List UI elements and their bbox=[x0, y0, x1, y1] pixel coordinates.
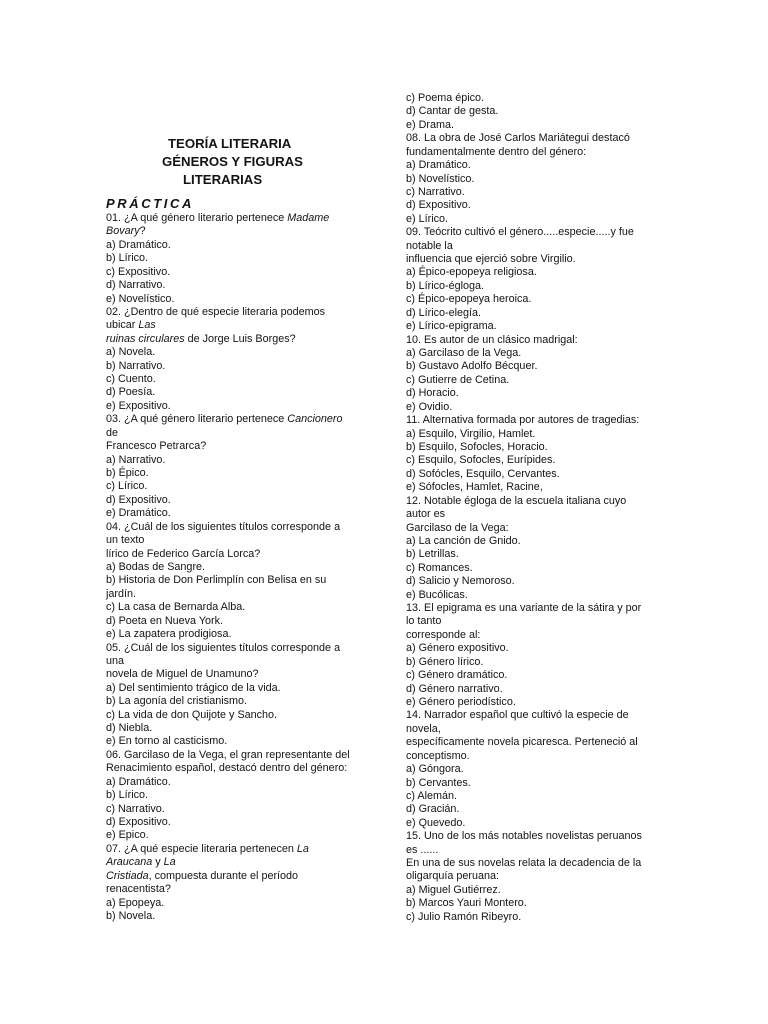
line-text: a) Miguel Gutiérrez. bbox=[406, 883, 501, 896]
document-title bbox=[106, 135, 336, 189]
text-line bbox=[106, 803, 371, 816]
line-text: b) La agonía del cristianismo. bbox=[106, 695, 248, 708]
line-text: e) En torno al casticismo. bbox=[106, 735, 228, 748]
line-text: b) Género lírico. bbox=[406, 655, 484, 668]
italic-title-text: Araucana bbox=[106, 856, 153, 869]
line-text: 02. ¿Dentro de qué especie literaria podemos bbox=[106, 305, 326, 318]
line-text: a) Góngora. bbox=[406, 763, 464, 776]
line-text: a) Novela. bbox=[106, 346, 156, 359]
line-text: 07. ¿A qué especie literaria pertenecen bbox=[106, 842, 297, 855]
line-text: c) Gutierre de Cetina. bbox=[406, 373, 510, 386]
text-line bbox=[406, 441, 660, 454]
text-line bbox=[106, 789, 371, 802]
line-text: 08. La obra de José Carlos Mariátegui destacó bbox=[406, 132, 630, 145]
line-text: e) Quevedo. bbox=[406, 816, 466, 829]
title-line-3: LITERARIAS bbox=[183, 172, 263, 187]
text-line bbox=[406, 280, 660, 293]
line-text: oligarquía peruana: bbox=[406, 870, 500, 883]
line-text: d) Género narrativo. bbox=[406, 682, 503, 695]
text-line bbox=[106, 454, 371, 467]
text-line bbox=[406, 454, 660, 467]
text-line bbox=[106, 212, 371, 225]
text-line bbox=[106, 561, 371, 574]
line-text: b) Épico. bbox=[106, 467, 149, 480]
line-text: c) Narrativo. bbox=[406, 185, 465, 198]
line-text: d) Narrativo. bbox=[106, 279, 166, 292]
text-line bbox=[106, 548, 371, 561]
line-text: 11. Alternativa formada por autores de tragedias: bbox=[406, 414, 640, 427]
text-line bbox=[406, 615, 660, 628]
text-line bbox=[406, 857, 660, 870]
text-line bbox=[406, 777, 660, 790]
text-line bbox=[106, 762, 371, 775]
text-line bbox=[106, 266, 371, 279]
line-text: un texto bbox=[106, 534, 145, 547]
line-text: 04. ¿Cuál de los siguientes títulos corresponde a bbox=[106, 520, 341, 533]
text-line bbox=[406, 226, 660, 239]
line-text: b) Gustavo Adolfo Bécquer. bbox=[406, 360, 538, 373]
line-text: e) Lírico. bbox=[406, 212, 449, 225]
text-line bbox=[406, 750, 660, 763]
line-text: jardín. bbox=[106, 587, 137, 600]
italic-title-text: Cristiada bbox=[106, 869, 149, 882]
line-text: c) Lírico. bbox=[106, 480, 148, 493]
text-line bbox=[106, 252, 371, 265]
text-line bbox=[406, 307, 660, 320]
text-line bbox=[406, 495, 660, 508]
line-text: a) Narrativo. bbox=[106, 453, 166, 466]
line-text: e) Novelístico. bbox=[106, 292, 175, 305]
text-line bbox=[406, 401, 660, 414]
text-line bbox=[106, 507, 371, 520]
italic-title-text: La bbox=[296, 842, 309, 855]
text-line bbox=[106, 279, 371, 292]
line-text: a) Bodas de Sangre. bbox=[106, 560, 206, 573]
title-line-1: TEORÍA LITERARIA bbox=[168, 136, 292, 151]
line-text: ? bbox=[139, 225, 146, 238]
text-line bbox=[406, 199, 660, 212]
line-text: b) Lírico-égloga. bbox=[406, 279, 485, 292]
italic-title-text: Bovary bbox=[106, 225, 140, 238]
text-line bbox=[406, 360, 660, 373]
line-text: b) Historia de Don Perlimplín con Belisa en su bbox=[106, 574, 327, 587]
text-line bbox=[406, 629, 660, 642]
line-text: d) Sofócles, Esquilo, Cervantes. bbox=[406, 467, 560, 480]
text-line bbox=[106, 628, 371, 641]
text-line bbox=[106, 655, 371, 668]
line-text: a) La canción de Gnido. bbox=[406, 534, 521, 547]
text-line bbox=[106, 776, 371, 789]
line-text: una bbox=[106, 654, 125, 667]
text-line bbox=[106, 534, 371, 547]
line-text: lírico de Federico García Lorca? bbox=[106, 547, 261, 560]
text-line bbox=[106, 883, 371, 896]
text-line bbox=[106, 521, 371, 534]
text-line bbox=[106, 588, 371, 601]
text-line bbox=[106, 910, 371, 923]
line-text: e) Género periodístico. bbox=[406, 695, 516, 708]
text-line bbox=[406, 468, 660, 481]
line-text: b) Novela. bbox=[106, 909, 156, 922]
line-text: a) Dramático. bbox=[106, 238, 171, 251]
text-line bbox=[406, 844, 660, 857]
line-text: 15. Uno de los más notables novelistas peruanos bbox=[406, 830, 642, 843]
text-line bbox=[106, 306, 371, 319]
line-text: d) Expositivo. bbox=[406, 199, 471, 212]
text-line bbox=[106, 735, 371, 748]
line-text: Francesco Petrarca? bbox=[106, 440, 207, 453]
text-line bbox=[406, 374, 660, 387]
line-text: a) Dramático. bbox=[106, 775, 171, 788]
line-text: autor es bbox=[406, 508, 446, 521]
text-line bbox=[406, 803, 660, 816]
right-column bbox=[406, 92, 660, 924]
text-line bbox=[406, 870, 660, 883]
text-line bbox=[106, 467, 371, 480]
text-line bbox=[406, 293, 660, 306]
line-text: 14. Narrador español que cultivó la especie de bbox=[406, 709, 629, 722]
text-line bbox=[106, 709, 371, 722]
text-line bbox=[106, 373, 371, 386]
text-line bbox=[406, 105, 660, 118]
line-text: novela, bbox=[406, 722, 441, 735]
text-line bbox=[406, 320, 660, 333]
line-text: b) Letrillas. bbox=[406, 548, 459, 561]
line-text: lo tanto bbox=[406, 615, 442, 628]
text-line bbox=[406, 253, 660, 266]
line-text: e) Epico. bbox=[106, 829, 149, 842]
practica-heading: PRÁCTICA bbox=[106, 196, 194, 211]
left-column bbox=[106, 212, 371, 923]
text-line bbox=[406, 186, 660, 199]
text-line bbox=[106, 346, 371, 359]
line-text: c) Expositivo. bbox=[106, 265, 171, 278]
text-line bbox=[406, 602, 660, 615]
line-text: b) Lírico. bbox=[106, 789, 149, 802]
line-text: 13. El epigrama es una variante de la sátira y por bbox=[406, 602, 642, 615]
italic-title-text: ruinas circulares bbox=[106, 332, 185, 345]
text-line bbox=[406, 736, 660, 749]
text-line bbox=[406, 428, 660, 441]
text-line bbox=[406, 548, 660, 561]
line-text: 03. ¿A qué género literario pertenece bbox=[106, 413, 288, 426]
line-text: a) Garcilaso de la Vega. bbox=[406, 347, 522, 360]
line-text: c) Alemán. bbox=[406, 789, 458, 802]
line-text: es ...... bbox=[406, 843, 439, 856]
text-line bbox=[106, 682, 371, 695]
line-text: notable la bbox=[406, 239, 453, 252]
line-text: Garcilaso de la Vega: bbox=[406, 521, 509, 534]
text-line bbox=[106, 829, 371, 842]
text-line bbox=[106, 494, 371, 507]
text-line bbox=[106, 225, 371, 238]
line-text: c) Julio Ramón Ribeyro. bbox=[406, 910, 522, 923]
line-text: b) Cervantes. bbox=[406, 776, 471, 789]
text-line bbox=[406, 387, 660, 400]
text-line bbox=[106, 360, 371, 373]
line-text: e) Bucólicas. bbox=[406, 588, 468, 601]
line-text: novela de Miguel de Unamuno? bbox=[106, 668, 259, 681]
line-text: ubicar bbox=[106, 319, 139, 332]
text-line bbox=[406, 414, 660, 427]
text-line bbox=[106, 574, 371, 587]
line-text: 10. Es autor de un clásico madrigal: bbox=[406, 333, 578, 346]
text-line bbox=[406, 173, 660, 186]
line-text: d) Salicio y Nemoroso. bbox=[406, 575, 515, 588]
line-text: c) Cuento. bbox=[106, 373, 156, 386]
text-line bbox=[406, 213, 660, 226]
text-line bbox=[106, 897, 371, 910]
text-line bbox=[406, 266, 660, 279]
line-text: de Jorge Luis Borges? bbox=[184, 332, 296, 345]
text-line bbox=[406, 146, 660, 159]
line-text: influencia que ejerció sobre Virgilio. bbox=[406, 253, 576, 266]
line-text: fundamentalmente dentro del género: bbox=[406, 145, 587, 158]
text-line bbox=[406, 159, 660, 172]
text-line bbox=[406, 911, 660, 924]
line-text: b) Marcos Yauri Montero. bbox=[406, 897, 527, 910]
line-text: b) Esquilo, Sofocles, Horacio. bbox=[406, 440, 548, 453]
line-text: Renacimiento español, destacó dentro del género: bbox=[106, 762, 348, 775]
line-text: a) Género expositivo. bbox=[406, 642, 509, 655]
line-text: d) Cantar de gesta. bbox=[406, 105, 499, 118]
text-line bbox=[106, 668, 371, 681]
text-line bbox=[406, 669, 660, 682]
text-line bbox=[406, 575, 660, 588]
text-line bbox=[406, 589, 660, 602]
line-text: c) Narrativo. bbox=[106, 802, 165, 815]
text-line bbox=[406, 240, 660, 253]
text-line bbox=[106, 722, 371, 735]
line-text: d) Lírico-elegía. bbox=[406, 306, 482, 319]
text-line bbox=[406, 897, 660, 910]
line-text: a) Esquilo, Virgilio, Hamlet. bbox=[406, 427, 536, 440]
line-text: d) Poeta en Nueva York. bbox=[106, 614, 224, 627]
line-text: a) Epopeya. bbox=[106, 896, 165, 909]
line-text: e) Expositivo. bbox=[106, 399, 171, 412]
line-text: b) Lírico. bbox=[106, 252, 149, 265]
line-text: d) Horacio. bbox=[406, 387, 459, 400]
line-text: e) Ovidio. bbox=[406, 400, 453, 413]
text-line bbox=[406, 119, 660, 132]
line-text: b) Narrativo. bbox=[106, 359, 166, 372]
text-line bbox=[106, 386, 371, 399]
text-line bbox=[106, 870, 371, 883]
text-line bbox=[106, 400, 371, 413]
text-line bbox=[106, 856, 371, 869]
line-text: c) Romances. bbox=[406, 561, 473, 574]
text-line bbox=[406, 508, 660, 521]
italic-title-text: La bbox=[163, 856, 176, 869]
line-text: c) Poema épico. bbox=[406, 92, 485, 104]
line-text: c) La casa de Bernarda Alba. bbox=[106, 601, 246, 614]
text-line bbox=[106, 695, 371, 708]
text-line bbox=[106, 480, 371, 493]
line-text: 09. Teócrito cultivó el género.....especie.....y fue bbox=[406, 226, 634, 239]
line-text: e) Lírico-epigrama. bbox=[406, 320, 497, 333]
text-line bbox=[106, 642, 371, 655]
line-text: conceptismo. bbox=[406, 749, 470, 762]
text-line bbox=[106, 333, 371, 346]
text-line bbox=[406, 347, 660, 360]
line-text: 05. ¿Cuál de los siguientes títulos corresponde a bbox=[106, 641, 341, 654]
text-line bbox=[106, 427, 371, 440]
line-text: d) Poesía. bbox=[106, 386, 156, 399]
text-line bbox=[406, 132, 660, 145]
text-line bbox=[106, 239, 371, 252]
text-line bbox=[406, 683, 660, 696]
italic-title-text: Cancionero bbox=[287, 413, 343, 426]
text-line bbox=[106, 413, 371, 426]
text-line bbox=[106, 440, 371, 453]
line-text: 06. Garcilaso de la Vega, el gran representante del bbox=[106, 748, 350, 761]
text-line bbox=[106, 319, 371, 332]
line-text: c) La vida de don Quijote y Sancho. bbox=[106, 708, 278, 721]
text-line bbox=[406, 334, 660, 347]
line-text: corresponde al: bbox=[406, 628, 481, 641]
line-text: e) Sófocles, Hamlet, Racine, bbox=[406, 481, 543, 494]
line-text: 12. Notable égloga de la escuela italiana cuyo bbox=[406, 494, 627, 507]
line-text: renacentista? bbox=[106, 883, 171, 896]
line-text: a) Del sentimiento trágico de la vida. bbox=[106, 681, 281, 694]
line-text: d) Niebla. bbox=[106, 722, 153, 735]
line-text: de bbox=[106, 426, 119, 439]
line-text: d) Expositivo. bbox=[106, 493, 171, 506]
text-line bbox=[106, 749, 371, 762]
line-text: c) Género dramático. bbox=[406, 669, 508, 682]
line-text: 01. ¿A qué género literario pertenece bbox=[106, 212, 288, 224]
text-line bbox=[406, 817, 660, 830]
line-text: d) Gracián. bbox=[406, 803, 460, 816]
line-text: e) Drama. bbox=[406, 118, 454, 131]
text-line bbox=[406, 763, 660, 776]
line-text: a) Dramático. bbox=[406, 159, 471, 172]
line-text: c) Épico-epopeya heroica. bbox=[406, 293, 532, 306]
text-line bbox=[406, 656, 660, 669]
text-line bbox=[406, 723, 660, 736]
text-line bbox=[106, 615, 371, 628]
line-text: b) Novelístico. bbox=[406, 172, 475, 185]
line-text: y bbox=[152, 856, 164, 869]
line-text: d) Expositivo. bbox=[106, 815, 171, 828]
line-text: específicamente novela picaresca. Perteneció al bbox=[406, 736, 638, 749]
line-text: c) Esquilo, Sofocles, Eurípides. bbox=[406, 454, 556, 467]
italic-title-text: Las bbox=[138, 319, 156, 332]
text-line bbox=[406, 830, 660, 843]
text-line bbox=[406, 790, 660, 803]
text-line bbox=[406, 92, 660, 105]
text-line bbox=[106, 816, 371, 829]
text-line bbox=[406, 709, 660, 722]
text-line bbox=[406, 884, 660, 897]
title-line-2: GÉNEROS Y FIGURAS bbox=[162, 154, 303, 169]
text-line bbox=[406, 481, 660, 494]
line-text: , compuesta durante el período bbox=[148, 869, 299, 882]
line-text: En una de sus novelas relata la decadencia de la bbox=[406, 857, 642, 870]
line-text: a) Épico-epopeya religiosa. bbox=[406, 266, 537, 279]
text-line bbox=[106, 601, 371, 614]
text-line bbox=[106, 843, 371, 856]
text-line bbox=[406, 522, 660, 535]
line-text: e) Dramático. bbox=[106, 507, 171, 520]
text-line bbox=[406, 562, 660, 575]
text-line bbox=[406, 535, 660, 548]
line-text: e) La zapatera prodigiosa. bbox=[106, 628, 232, 641]
text-line bbox=[106, 293, 371, 306]
text-line bbox=[406, 642, 660, 655]
italic-title-text: Madame bbox=[287, 212, 330, 224]
text-line bbox=[406, 696, 660, 709]
